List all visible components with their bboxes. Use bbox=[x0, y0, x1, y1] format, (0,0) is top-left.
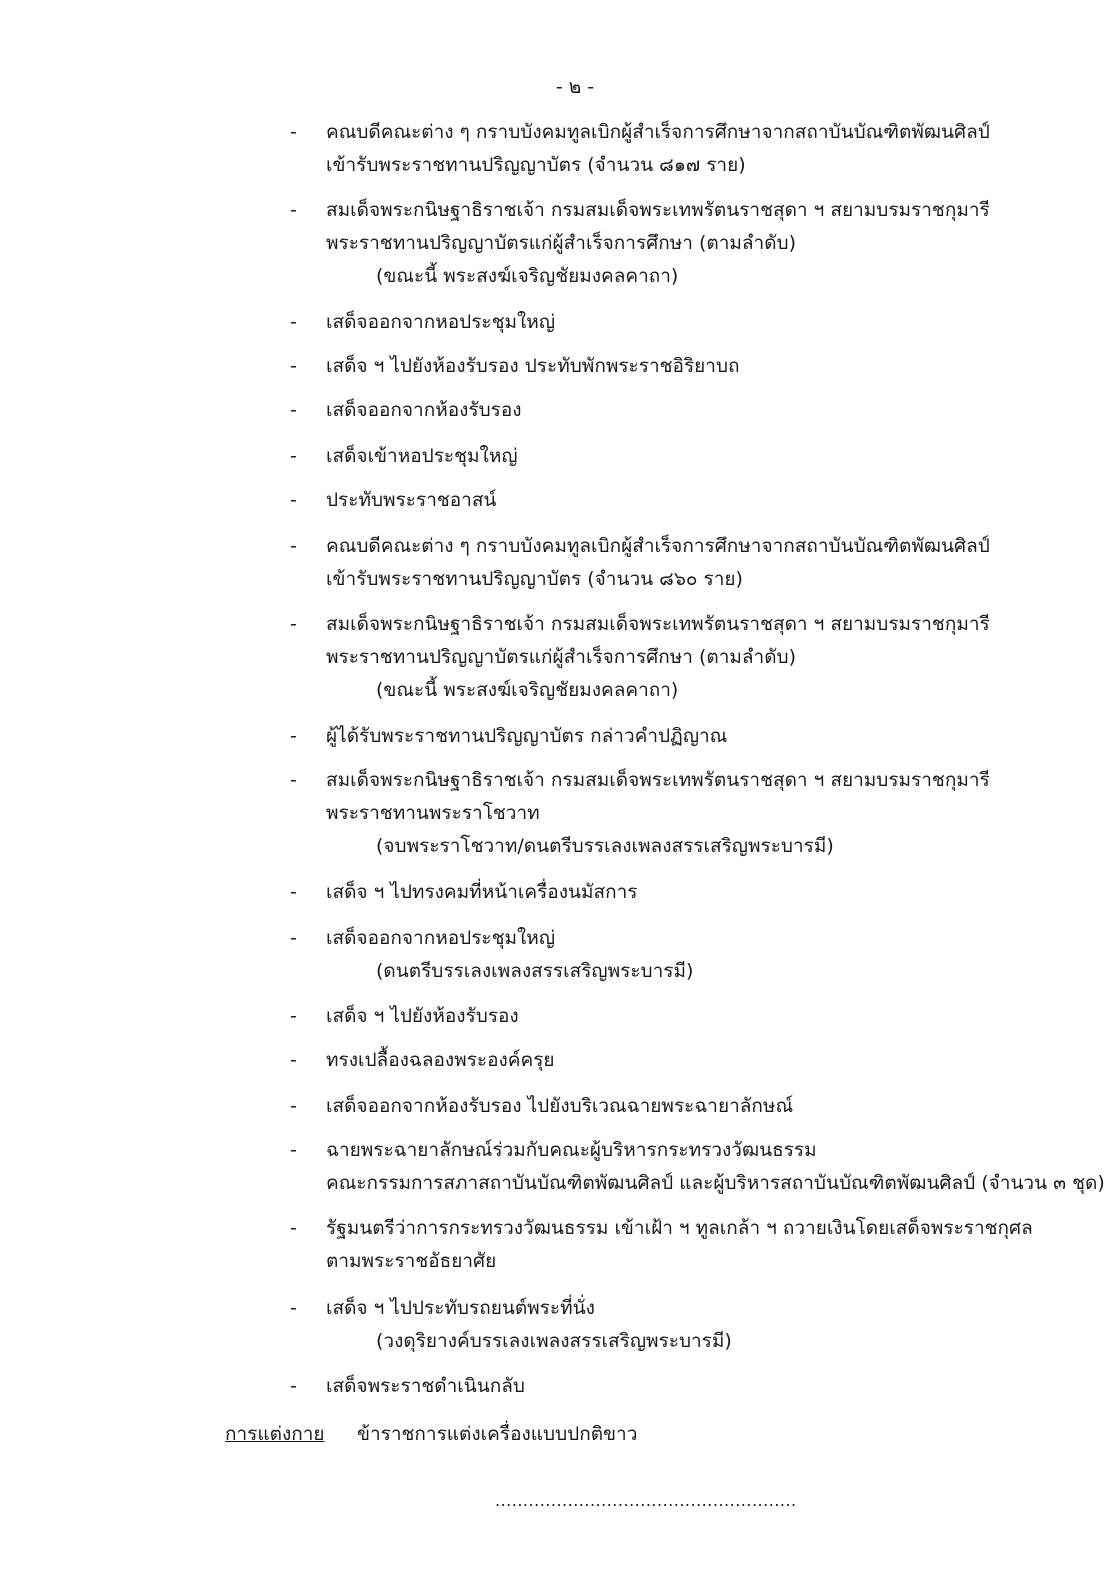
schedule-item-text bbox=[326, 608, 1086, 707]
schedule-item-line: เสด็จ ฯ ไปทรงคมที่หน้าเครื่องนมัสการ bbox=[326, 881, 638, 903]
schedule-item-line: เสด็จออกจากห้องรับรอง bbox=[326, 399, 522, 421]
schedule-item-text bbox=[326, 1134, 1105, 1200]
schedule-item-text bbox=[326, 876, 1086, 909]
schedule-item-text bbox=[326, 764, 1086, 863]
bullet-dash: - bbox=[290, 535, 297, 557]
schedule-item-text bbox=[326, 440, 1086, 473]
bullet-dash: - bbox=[290, 199, 297, 221]
schedule-item-text bbox=[326, 194, 1086, 293]
schedule-item-line: สมเด็จพระกนิษฐาธิราชเจ้า กรมสมเด็จพระเทพรัตนราชสุดา ฯ สยามบรมราชกุมารี bbox=[326, 769, 990, 791]
schedule-item-line: ประทับพระราชอาสน์ bbox=[326, 489, 497, 511]
attire-text: ข้าราชการแต่งเครื่องแบบปกติขาว bbox=[357, 1423, 638, 1445]
schedule-item-line: ตามพระราชอัธยาศัย bbox=[326, 1250, 497, 1272]
bullet-dash: - bbox=[290, 1139, 297, 1161]
bullet-dash: - bbox=[290, 1049, 297, 1071]
schedule-item-line: พระราชทานพระราโชวาท bbox=[326, 802, 540, 824]
schedule-item-text bbox=[326, 1370, 1086, 1403]
schedule-item-line: คณบดีคณะต่าง ๆ กราบบังคมทูลเบิกผู้สำเร็จการศึกษาจากสถาบันบัณฑิตพัฒนศิลป์ bbox=[326, 535, 990, 557]
closing-dotted-line: ...................................................... bbox=[495, 1491, 797, 1510]
bullet-dash: - bbox=[290, 613, 297, 635]
schedule-item-line: เสด็จ ฯ ไปยังห้องรับรอง bbox=[326, 1005, 519, 1027]
schedule-item-text bbox=[326, 922, 1086, 988]
bullet-dash: - bbox=[290, 769, 297, 791]
bullet-dash: - bbox=[290, 1297, 297, 1319]
bullet-dash: - bbox=[290, 1095, 297, 1117]
schedule-item-line: ทรงเปลื้องฉลองพระองค์ครุย bbox=[326, 1049, 555, 1071]
schedule-item-line: สมเด็จพระกนิษฐาธิราชเจ้า กรมสมเด็จพระเทพรัตนราชสุดา ฯ สยามบรมราชกุมารี bbox=[326, 613, 990, 635]
bullet-dash: - bbox=[290, 311, 297, 333]
schedule-item-line: สมเด็จพระกนิษฐาธิราชเจ้า กรมสมเด็จพระเทพรัตนราชสุดา ฯ สยามบรมราชกุมารี bbox=[326, 199, 990, 221]
schedule-item-line: คณะกรรมการสภาสถาบันบัณฑิตพัฒนศิลป์ และผู้บริหารสถาบันบัณฑิตพัฒนศิลป์ (จำนวน ๓ ชุด) bbox=[326, 1172, 1105, 1194]
schedule-item-line: พระราชทานปริญญาบัตรแก่ผู้สำเร็จการศึกษา (ตามลำดับ) bbox=[326, 232, 797, 254]
schedule-item-line: เสด็จออกจากห้องรับรอง ไปยังบริเวณฉายพระฉายาลักษณ์ bbox=[326, 1095, 794, 1117]
schedule-item-line: เสด็จออกจากหอประชุมใหญ่ bbox=[326, 311, 556, 333]
schedule-item-line: เสด็จ ฯ ไปประทับรถยนต์พระที่นั่ง bbox=[326, 1297, 595, 1319]
bullet-dash: - bbox=[290, 1217, 297, 1239]
schedule-item-text bbox=[326, 1044, 1086, 1077]
schedule-item-line: พระราชทานปริญญาบัตรแก่ผู้สำเร็จการศึกษา (ตามลำดับ) bbox=[326, 646, 797, 668]
bullet-dash: - bbox=[290, 121, 297, 143]
schedule-item-line: เสด็จ ฯ ไปยังห้องรับรอง ประทับพักพระราชอิริยาบถ bbox=[326, 355, 740, 377]
bullet-dash: - bbox=[290, 927, 297, 949]
schedule-item-note: (จบพระราโชวาท/ดนตรีบรรเลงเพลงสรรเสริญพระบารมี) bbox=[376, 835, 834, 857]
schedule-item-text bbox=[326, 394, 1086, 427]
schedule-item-line: เสด็จเข้าหอประชุมใหญ่ bbox=[326, 445, 518, 467]
schedule-item-text bbox=[326, 116, 1086, 182]
schedule-item-text bbox=[326, 530, 1086, 596]
schedule-item-note: (ดนตรีบรรเลงเพลงสรรเสริญพระบารมี) bbox=[376, 960, 694, 982]
attire-label: การแต่งกาย bbox=[225, 1423, 325, 1445]
schedule-item-text bbox=[326, 1000, 1086, 1033]
schedule-item-line: ผู้ได้รับพระราชทานปริญญาบัตร กล่าวคำปฏิญาณ bbox=[326, 725, 728, 747]
bullet-dash: - bbox=[290, 355, 297, 377]
attire-section bbox=[225, 1418, 637, 1451]
schedule-item-text bbox=[326, 350, 1086, 383]
schedule-item-text bbox=[326, 720, 1086, 753]
schedule-item-note: (วงดุริยางค์บรรเลงเพลงสรรเสริญพระบารมี) bbox=[376, 1330, 732, 1352]
bullet-dash: - bbox=[290, 725, 297, 747]
bullet-dash: - bbox=[290, 1375, 297, 1397]
bullet-dash: - bbox=[290, 399, 297, 421]
schedule-item-line: เสด็จออกจากหอประชุมใหญ่ bbox=[326, 927, 556, 949]
schedule-item-text bbox=[326, 1090, 1086, 1123]
schedule-item-line: รัฐมนตรีว่าการกระทรวงวัฒนธรรม เข้าเฝ้า ฯ ทูลเกล้า ฯ ถวายเงินโดยเสด็จพระราชกุศล bbox=[326, 1217, 1033, 1239]
bullet-dash: - bbox=[290, 445, 297, 467]
schedule-item-text bbox=[326, 1212, 1086, 1278]
page-number: - ๒ - bbox=[555, 76, 595, 98]
schedule-item-line: เสด็จพระราชดำเนินกลับ bbox=[326, 1375, 525, 1397]
schedule-item-line: เข้ารับพระราชทานปริญญาบัตร (จำนวน ๘๑๗ ราย) bbox=[326, 154, 746, 176]
bullet-dash: - bbox=[290, 489, 297, 511]
schedule-item-note: (ขณะนี้ พระสงฆ์เจริญชัยมงคลคาถา) bbox=[376, 265, 679, 287]
bullet-dash: - bbox=[290, 881, 297, 903]
schedule-item-text bbox=[326, 484, 1086, 517]
schedule-item-line: คณบดีคณะต่าง ๆ กราบบังคมทูลเบิกผู้สำเร็จการศึกษาจากสถาบันบัณฑิตพัฒนศิลป์ bbox=[326, 121, 990, 143]
bullet-dash: - bbox=[290, 1005, 297, 1027]
schedule-item-line: ฉายพระฉายาลักษณ์ร่วมกับคณะผู้บริหารกระทรวงวัฒนธรรม bbox=[326, 1139, 817, 1161]
schedule-item-note: (ขณะนี้ พระสงฆ์เจริญชัยมงคลคาถา) bbox=[376, 679, 679, 701]
schedule-item-text bbox=[326, 1292, 1086, 1358]
schedule-item-text bbox=[326, 306, 1086, 339]
schedule-item-line: เข้ารับพระราชทานปริญญาบัตร (จำนวน ๘๖๐ ราย) bbox=[326, 568, 743, 590]
